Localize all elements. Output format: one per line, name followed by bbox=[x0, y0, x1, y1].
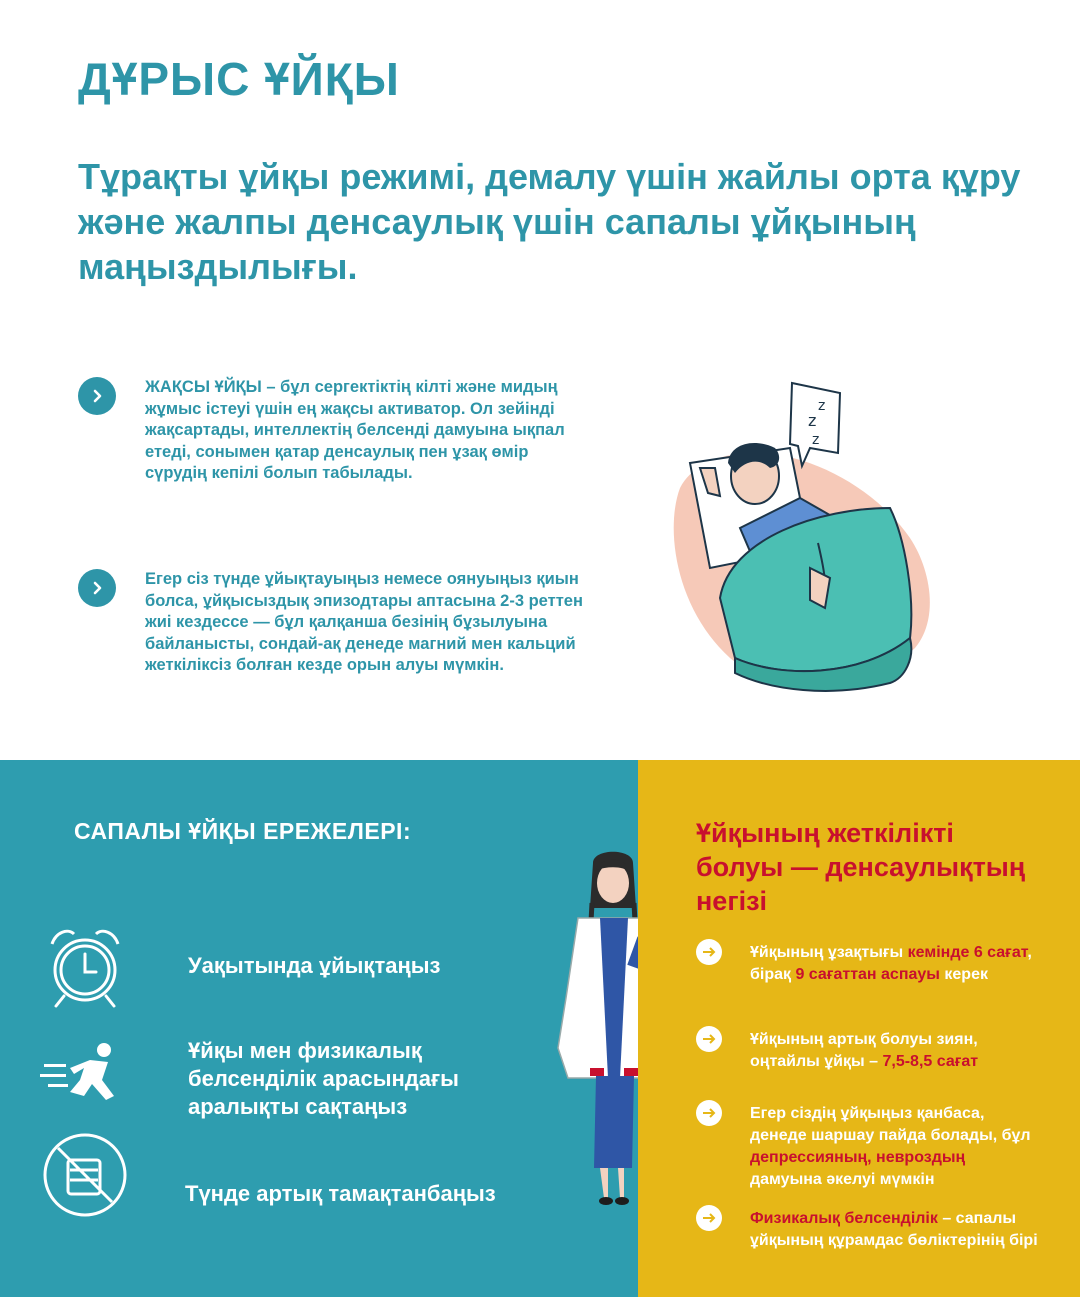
chevron-right-icon bbox=[78, 569, 116, 607]
arrow-right-icon bbox=[696, 1026, 722, 1052]
sleep-rules-title: САПАЛЫ ҰЙҚЫ ЕРЕЖЕЛЕРІ: bbox=[74, 818, 412, 844]
svg-text:z: z bbox=[818, 398, 826, 414]
fact-text: Ұйқының артық болуы зиян, оңтайлы ұйқы – 7,5-8,5 сағат bbox=[750, 1031, 979, 1070]
arrow-right-icon bbox=[696, 939, 722, 965]
fact-item bbox=[696, 942, 1040, 986]
info-point-text: ЖАҚСЫ ҰЙҚЫ – бұл сергектіктің кілті және мидың жұмыс істеуі үшін ең жақсы активатор. Ол зейінді жақсартады, интеллектің белсенді дамуына ықпал етеді, сонымен қатар денсаулық пен ұзақ өмір сүрудің кепілі болып табылады. bbox=[145, 378, 565, 482]
highlight-term: ЖАҚСЫ ҰЙҚЫ bbox=[145, 378, 267, 396]
fact-text: Физикалық белсенділік – сапалы ұйқының құрамдас бөліктерінің бірі bbox=[750, 1210, 1038, 1249]
arrow-right-icon bbox=[696, 1205, 722, 1231]
page-title: ДҰРЫС ҰЙҚЫ bbox=[78, 53, 400, 105]
rule-text: Түнде артық тамақтанбаңыз bbox=[185, 1181, 496, 1206]
info-point bbox=[78, 569, 585, 677]
fact-text: Егер сіздің ұйқыңыз қанбаса, денеде шаршау пайда болады, бұл депрессияның, невроздың дамуына әкелуі мүмкін bbox=[750, 1105, 1031, 1188]
svg-text:z: z bbox=[808, 411, 817, 430]
page-subtitle: Тұрақты ұйқы режимі, демалу үшін жайлы орта құру және жалпы денсаулық үшін сапалы ұйқының маңыздылығы. bbox=[78, 156, 1021, 287]
no-food-icon bbox=[40, 1130, 130, 1225]
fact-item bbox=[696, 1103, 1040, 1191]
sleeping-person-illustration bbox=[660, 378, 950, 703]
fact-item bbox=[696, 1208, 1040, 1252]
arrow-right-icon bbox=[696, 1100, 722, 1126]
chevron-right-icon bbox=[78, 377, 116, 415]
rule-text: Ұйқы мен физикалық белсенділік арасындағы аралықты сақтаңыз bbox=[188, 1038, 459, 1119]
running-man-icon bbox=[40, 1040, 130, 1115]
info-point-text: Егер сіз түнде ұйықтауыңыз немесе оянуыңыз қиын болса, ұйқысыздық эпизодтары аптасына 2-3 реттен жиі кездессе — бұл қалқанша безінің бұзылуына байланысты, сондай-ақ денеде магний мен кальций жеткіліксіз болған кезде орын алуы мүмкін. bbox=[145, 570, 583, 674]
alarm-clock-icon bbox=[40, 922, 130, 1017]
rule-text: Уақытында ұйықтаңыз bbox=[188, 953, 441, 978]
fact-text: Ұйқының ұзақтығы кемінде 6 сағат, бірақ 9 сағаттан аспауы керек bbox=[750, 944, 1032, 983]
svg-text:z: z bbox=[812, 432, 820, 448]
info-point bbox=[78, 377, 585, 485]
fact-item bbox=[696, 1029, 1040, 1073]
sleep-facts-title: Ұйқының жеткілікті болуы — денсаулықтың негізі bbox=[696, 818, 1026, 916]
